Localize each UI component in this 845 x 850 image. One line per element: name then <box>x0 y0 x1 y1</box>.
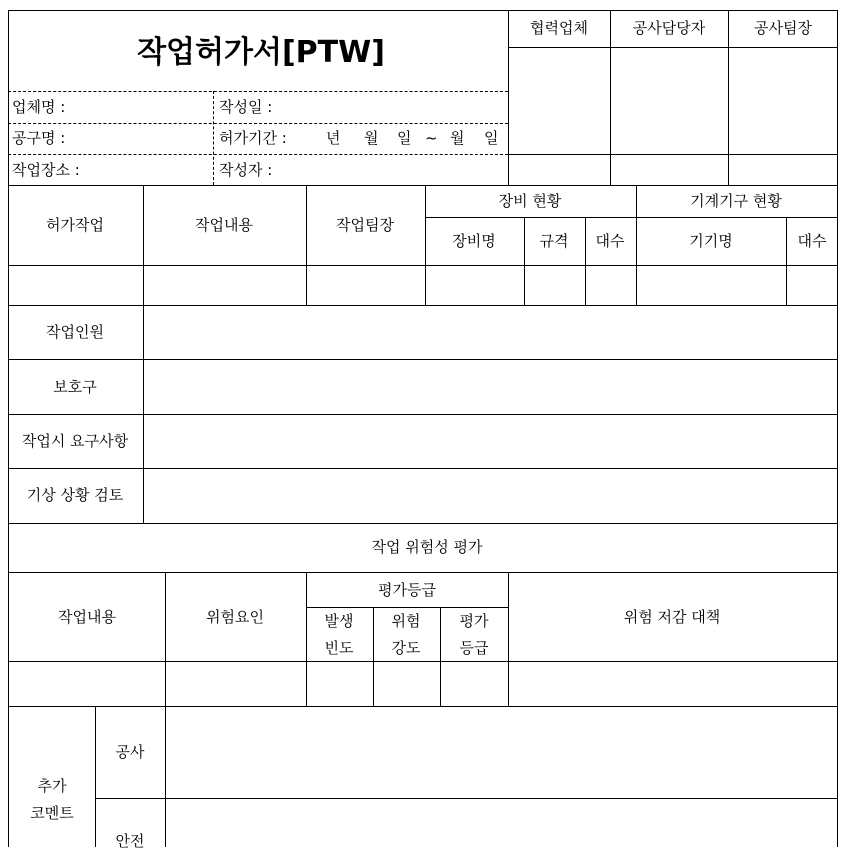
risk-col-grade-1: 평가 <box>459 612 489 630</box>
equip-name-cell[interactable] <box>426 266 524 305</box>
risk-col-factor: 위험요인 <box>206 608 264 626</box>
risk-col-severity-2: 강도 <box>391 639 421 657</box>
divider <box>95 706 96 847</box>
divider <box>8 185 838 186</box>
approval-team-lead: 공사팀장 <box>754 19 812 37</box>
equip-spec-cell[interactable] <box>525 266 585 305</box>
permit-work-cell[interactable] <box>9 266 143 305</box>
col-work-leader: 작업팀장 <box>336 216 394 234</box>
machine-group-header: 기계기구 현황 <box>690 192 782 210</box>
company-field[interactable] <box>80 92 210 122</box>
risk-grade-group: 평가등급 <box>378 581 436 599</box>
border-left <box>8 10 9 847</box>
risk-col-grade-2: 등급 <box>459 639 489 657</box>
period-year: 년 <box>326 129 341 147</box>
workers-field[interactable] <box>144 306 837 359</box>
comment-construction-field[interactable] <box>166 707 837 798</box>
approval-partner: 협력업체 <box>530 19 588 37</box>
risk-grade-cell[interactable] <box>441 662 508 706</box>
comment-safety-label: 안전 <box>115 832 145 850</box>
dashed-divider <box>213 91 214 185</box>
col-work-content: 작업내용 <box>195 216 253 234</box>
risk-col-content: 작업내용 <box>58 608 116 626</box>
ppe-label: 보호구 <box>53 378 97 396</box>
work-name-field[interactable] <box>80 124 210 153</box>
divider <box>508 154 838 155</box>
location-label: 작업장소 : <box>12 161 80 179</box>
equipment-group-header: 장비 현황 <box>498 192 562 210</box>
comment-label-2: 코멘트 <box>30 804 74 822</box>
divider <box>8 572 838 573</box>
period-day-end: 일 <box>484 129 499 147</box>
risk-section-title: 작업 위험성 평가 <box>371 538 483 556</box>
col-machine-name: 기기명 <box>689 232 733 250</box>
weather-label: 기상 상황 검토 <box>26 486 124 504</box>
divider <box>306 607 508 608</box>
requirements-label: 작업시 요구사항 <box>21 432 129 450</box>
machine-count-cell[interactable] <box>787 266 837 305</box>
col-equip-name: 장비명 <box>452 232 496 250</box>
workers-label: 작업인원 <box>46 323 104 341</box>
team-lead-signature-field[interactable] <box>729 48 837 154</box>
risk-measure-cell[interactable] <box>509 662 837 706</box>
risk-content-cell[interactable] <box>9 662 165 706</box>
partner-signature-field[interactable] <box>509 48 610 154</box>
risk-severity-cell[interactable] <box>374 662 440 706</box>
risk-col-frequency-2: 빈도 <box>324 639 354 657</box>
period-day: 일 <box>397 129 412 147</box>
work-name-label: 공구명 : <box>12 129 66 147</box>
requirements-field[interactable] <box>144 415 837 468</box>
form-title: 작업허가서[PTW] <box>137 35 385 70</box>
period-month: 월 <box>364 129 379 147</box>
period-tilde: ~ <box>425 129 438 147</box>
col-equip-count: 대수 <box>595 232 625 250</box>
comment-label-1: 추가 <box>37 777 67 795</box>
border-right <box>837 10 838 847</box>
author-field[interactable] <box>290 155 505 184</box>
col-equip-spec: 규격 <box>539 232 569 250</box>
date-label: 작성일 : <box>219 98 273 116</box>
risk-col-severity-1: 위험 <box>391 612 421 630</box>
comment-construction-label: 공사 <box>115 743 145 761</box>
comment-safety-field[interactable] <box>166 799 837 847</box>
border-top <box>8 10 838 11</box>
risk-col-frequency-1: 발생 <box>324 612 354 630</box>
divider <box>8 523 838 524</box>
equip-count-cell[interactable] <box>586 266 636 305</box>
risk-frequency-cell[interactable] <box>307 662 373 706</box>
weather-field[interactable] <box>144 469 837 523</box>
col-machine-count: 대수 <box>797 232 827 250</box>
period-month-end: 월 <box>450 129 465 147</box>
approval-manager: 공사담당자 <box>632 19 706 37</box>
work-leader-cell[interactable] <box>307 266 425 305</box>
location-field[interactable] <box>95 155 210 184</box>
divider <box>425 217 838 218</box>
work-content-cell[interactable] <box>144 266 306 305</box>
company-label: 업체명 : <box>12 98 66 116</box>
manager-signature-field[interactable] <box>611 48 728 154</box>
ppe-field[interactable] <box>144 360 837 414</box>
date-field[interactable] <box>290 92 505 122</box>
col-permit-work: 허가작업 <box>46 216 104 234</box>
risk-col-measure: 위험 저감 대책 <box>623 608 721 626</box>
period-label: 허가기간 : <box>219 129 287 147</box>
machine-name-cell[interactable] <box>637 266 786 305</box>
risk-factor-cell[interactable] <box>166 662 306 706</box>
author-label: 작성자 : <box>219 161 273 179</box>
